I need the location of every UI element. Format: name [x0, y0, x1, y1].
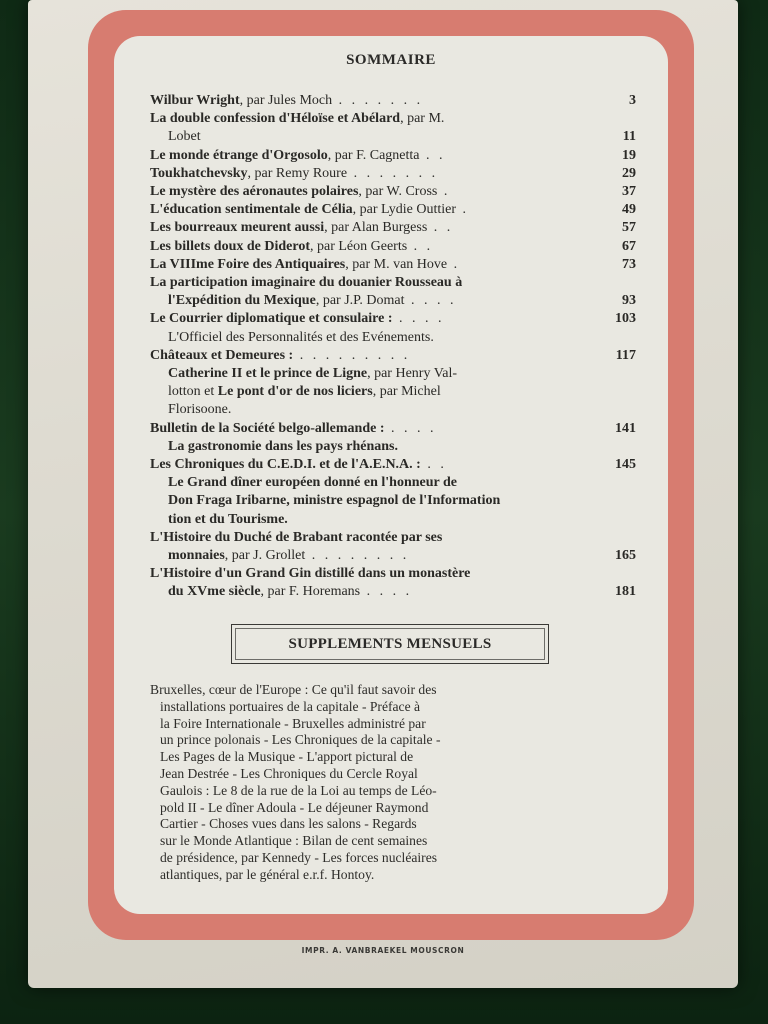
supplement-line: pold II - Le dîner Adoula - Le déjeuner Raymond	[160, 799, 429, 815]
toc-leader-dots: . .	[420, 457, 447, 473]
supplement-line: sur le Monde Atlantique : Bilan de cent semaines	[160, 833, 428, 849]
toc-entry-line	[150, 529, 636, 547]
toc-entry-title: Les Chroniques du C.E.D.I. et de l'A.E.N.A. :	[150, 457, 421, 473]
toc-entry-title: Le mystère des aéronautes polaires	[150, 184, 359, 200]
toc-entry-title: Le Courrier diplomatique et consulaire :	[150, 311, 393, 327]
toc-leader-dots: . .	[419, 147, 446, 163]
toc-leader-dots: . . . .	[384, 420, 437, 436]
toc-entry-text	[150, 183, 606, 201]
toc-page-number: 19	[622, 147, 636, 163]
toc-entry-title: du XVme siècle	[168, 584, 261, 600]
toc-entry-title: Le Grand dîner européen donné en l'honneur de	[168, 475, 457, 491]
toc-entry-text	[150, 110, 606, 128]
toc-entry-title: monnaies	[168, 548, 225, 564]
toc-entry-text	[150, 128, 606, 146]
toc-entry-line	[150, 238, 636, 256]
toc-entry-line	[150, 219, 636, 237]
toc-entry-author: Lobet	[168, 129, 201, 145]
toc-entry-text	[150, 256, 606, 274]
toc-entry-line	[150, 329, 636, 347]
toc-entry-author: , par J. Grollet	[224, 548, 306, 564]
toc-entry-line	[150, 365, 636, 383]
toc-page-number: 67	[622, 238, 636, 254]
toc-entry-line	[150, 147, 636, 165]
toc-entry-text	[150, 511, 606, 529]
toc-entry-line	[150, 310, 636, 328]
toc-entry-line	[150, 401, 636, 419]
toc-entry-title: Le monde étrange d'Orgosolo	[150, 147, 328, 163]
toc-leader-dots: . . . . . . . .	[305, 548, 410, 564]
toc-entry-line	[150, 438, 636, 456]
toc-leader-dots: . .	[427, 220, 454, 236]
toc-entry-line	[150, 474, 636, 492]
supplement-line: atlantiques, par le général e.r.f. Hontoy.	[160, 866, 375, 882]
toc-page-number: 141	[615, 420, 636, 436]
toc-leader-dots: .	[456, 202, 470, 218]
supplement-line: Bruxelles, cœur de l'Europe : Ce qu'il faut savoir des	[150, 682, 437, 697]
toc-entry-text	[150, 438, 606, 456]
toc-entry-author: , par Michel	[372, 384, 441, 400]
toc-entry-text	[150, 583, 606, 601]
toc-entry-title: La double confession d'Héloïse et Abélard	[150, 111, 401, 127]
toc-entry-line	[150, 420, 636, 438]
toc-entry-author: , par J.P. Domat	[315, 293, 405, 309]
toc-entry-title: La gastronomie dans les pays rhénans.	[168, 438, 399, 454]
toc-entry-text	[150, 529, 606, 547]
toc-entry-text	[150, 92, 606, 110]
toc-entry-author: , par Alan Burgess	[324, 220, 428, 236]
supplements-text	[150, 682, 610, 884]
toc-entry-line	[150, 292, 636, 310]
toc-page-number: 3	[629, 93, 636, 108]
toc-entry-text	[150, 474, 606, 492]
toc-entry-text	[150, 165, 606, 183]
toc-entry-author: , par Henry Val-	[367, 366, 458, 382]
toc-entry-author: , par Léon Geerts	[309, 238, 408, 254]
toc-entry-title: Catherine II et le prince de Ligne	[168, 366, 368, 382]
toc-entry-line	[150, 274, 636, 292]
toc-entry-text	[150, 310, 606, 328]
toc-entry-line	[150, 128, 636, 146]
toc-entry-line	[150, 492, 636, 510]
toc-entry-title: Les bourreaux meurent aussi	[150, 220, 325, 236]
toc-page-number: 93	[622, 293, 636, 309]
toc-entry-text	[150, 238, 606, 256]
toc-entry-title: La VIIIme Foire des Antiquaires	[150, 256, 346, 272]
toc-entry-text	[150, 456, 606, 474]
toc-page-number: 145	[615, 457, 636, 473]
toc-leader-dots: . . . . . . . . .	[293, 347, 411, 363]
toc-leader-dots: .	[447, 256, 461, 272]
toc-page-number: 73	[622, 256, 636, 272]
toc-entry-title: Wilbur Wright	[150, 93, 240, 108]
toc-entry-line	[150, 201, 636, 219]
toc-page-number: 181	[615, 584, 636, 600]
toc-leader-dots: . . . . . . .	[332, 93, 424, 108]
toc-entry-line	[150, 183, 636, 201]
toc-leader-dots: . . . .	[392, 311, 445, 327]
toc-entry-text	[150, 147, 606, 165]
supplement-line: Jean Destrée - Les Chroniques du Cercle Royal	[160, 765, 418, 781]
table-of-contents	[150, 92, 636, 602]
toc-page-number: 103	[615, 311, 636, 327]
toc-entry-author: , par M. van Hove	[345, 256, 448, 272]
toc-entry-line	[150, 347, 636, 365]
toc-entry-text	[150, 292, 606, 310]
toc-entry-text	[150, 547, 606, 565]
toc-entry-author: , par F. Horemans	[260, 584, 361, 600]
toc-entry-line	[150, 583, 636, 601]
supplements-heading	[231, 624, 549, 664]
toc-entry-author: lotton et	[168, 384, 218, 400]
supplement-line: Gaulois : Le 8 de la rue de la Loi au temps de Léo-	[160, 782, 437, 798]
supplement-line: un prince polonais - Les Chroniques de la capitale -	[160, 732, 441, 748]
toc-entry-author: Florisoone.	[168, 402, 232, 418]
toc-entry-title: Les billets doux de Diderot	[150, 238, 310, 254]
toc-leader-dots: . . . .	[404, 293, 457, 309]
toc-page-number: 117	[615, 347, 636, 363]
toc-entry-title: Don Fraga Iribarne, ministre espagnol de l'Information	[168, 493, 501, 509]
toc-entry-line	[150, 547, 636, 565]
toc-entry-author: , par Remy Roure	[247, 165, 348, 181]
toc-page-number: 165	[615, 548, 636, 564]
toc-entry-line	[150, 511, 636, 529]
toc-entry-title: La participation imaginaire du douanier Rousseau à	[150, 275, 463, 291]
toc-leader-dots: .	[437, 184, 451, 200]
toc-entry-text	[150, 492, 606, 510]
toc-entry-text	[150, 347, 606, 365]
toc-page-number: 49	[622, 202, 636, 218]
supplements-heading-text: SUPPLEMENTS MENSUELS	[288, 635, 492, 652]
toc-entry-line	[150, 256, 636, 274]
toc-entry-text	[150, 383, 606, 401]
toc-entry-line	[150, 383, 636, 401]
toc-entry-text	[150, 219, 606, 237]
toc-leader-dots: . . . . . . .	[347, 165, 439, 181]
toc-entry-text	[150, 201, 606, 219]
toc-entry-author: , par W. Cross	[358, 184, 438, 200]
supplement-line: Les Pages de la Musique - L'apport pictural de	[160, 749, 414, 765]
toc-entry-text	[150, 420, 606, 438]
supplement-line: de présidence, par Kennedy - Les forces nucléaires	[160, 849, 438, 865]
toc-entry-text	[150, 274, 606, 292]
toc-entry-title: tion et du Tourisme.	[168, 511, 288, 527]
toc-entry-title: L'Histoire du Duché de Brabant racontée par ses	[150, 529, 443, 545]
toc-leader-dots: . .	[407, 238, 434, 254]
toc-entry-line	[150, 456, 636, 474]
toc-entry-text	[150, 565, 606, 583]
toc-entry-text	[150, 329, 606, 347]
toc-entry-title: L'Histoire d'un Grand Gin distillé dans un monastère	[150, 566, 471, 582]
toc-leader-dots: . . . .	[360, 584, 413, 600]
toc-entry-title: l'Expédition du Mexique	[168, 293, 316, 309]
toc-page-number: 37	[622, 184, 636, 200]
toc-page-number: 11	[622, 129, 636, 145]
toc-entry-title: Châteaux et Demeures :	[150, 347, 294, 363]
toc-entry-title: Bulletin de la Société belgo-allemande :	[150, 420, 385, 436]
toc-entry-text	[150, 401, 606, 419]
printer-credit: IMPR. A. VANBRAEKEL MOUSCRON	[301, 946, 465, 955]
toc-entry-line	[150, 165, 636, 183]
toc-entry-title: L'éducation sentimentale de Célia	[150, 202, 353, 218]
toc-entry-author: , par M.	[400, 111, 445, 127]
toc-entry-line	[150, 92, 636, 110]
toc-entry-line	[150, 110, 636, 128]
toc-entry-title: Toukhatchevsky	[150, 165, 248, 181]
toc-entry-author: L'Officiel des Personnalités et des Evénements.	[168, 329, 434, 345]
toc-entry-author: , par F. Cagnetta	[327, 147, 420, 163]
toc-entry-author: , par Lydie Outtier	[352, 202, 457, 218]
toc-entry-text	[150, 365, 606, 383]
toc-entry-author: , par Jules Moch	[239, 93, 333, 108]
supplement-line: la Foire Internationale - Bruxelles administré par	[160, 715, 426, 731]
toc-page-number: 29	[622, 165, 636, 181]
toc-entry-line	[150, 565, 636, 583]
toc-page-number: 57	[622, 220, 636, 236]
page-title: SOMMAIRE	[346, 52, 436, 68]
toc-entry-title: Le pont d'or de nos liciers	[217, 384, 373, 400]
supplement-line: installations portuaires de la capitale - Préface à	[160, 698, 421, 714]
supplement-line: Cartier - Choses vues dans les salons - Regards	[160, 816, 417, 832]
